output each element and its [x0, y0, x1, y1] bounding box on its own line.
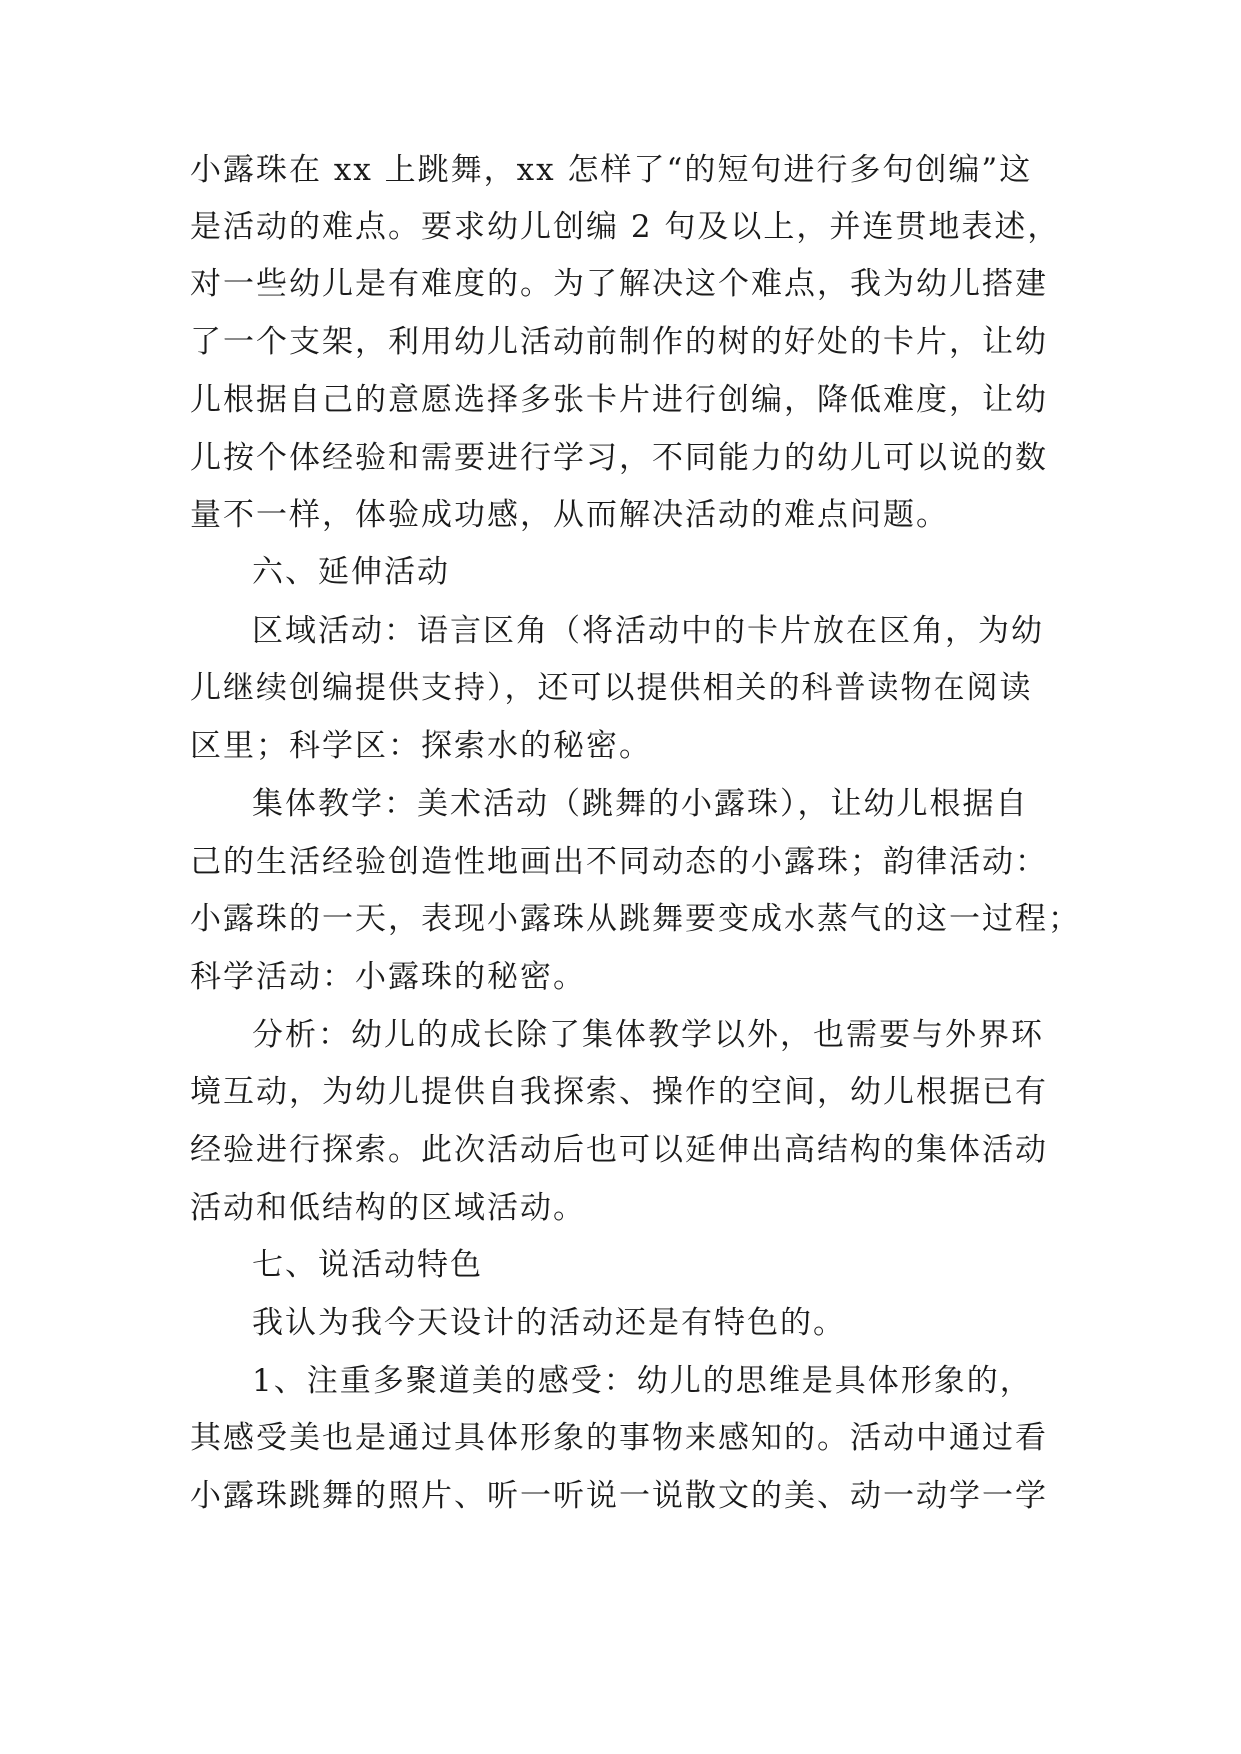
text-line: 小露珠的一天，表现小露珠从跳舞要变成水蒸气的这一过程； [190, 901, 1081, 937]
text-line: 对一些幼儿是有难度的。为了解决这个难点，我为幼儿搭建 [190, 266, 1048, 302]
text-line: 区里；科学区：探索水的秘密。 [190, 728, 652, 764]
text-line: 分析：幼儿的成长除了集体教学以外，也需要与外界环 [252, 1017, 1044, 1053]
text-line: 是活动的难点。要求幼儿创编 2 句及以上，并连贯地表述， [190, 209, 1061, 245]
text-line: 科学活动：小露珠的秘密。 [190, 959, 586, 995]
text-line: 活动和低结构的区域活动。 [190, 1190, 586, 1226]
text-line: 小露珠在 xx 上跳舞，xx 怎样了“的短句进行多句创编”这 [190, 152, 1033, 188]
text-line: 儿继续创编提供支持），还可以提供相关的科普读物在阅读 [190, 670, 1033, 706]
text-line: 经验进行探索。此次活动后也可以延伸出高结构的集体活动 [190, 1132, 1048, 1168]
section-heading: 七、说活动特色 [252, 1247, 483, 1283]
text-line: 集体教学：美术活动（跳舞的小露珠），让幼儿根据自 [252, 786, 1029, 822]
text-line: 其感受美也是通过具体形象的事物来感知的。活动中通过看 [190, 1420, 1048, 1456]
text-line: 量不一样，体验成功感，从而解决活动的难点问题。 [190, 497, 949, 533]
text-line: 区域活动：语言区角（将活动中的卡片放在区角，为幼 [252, 613, 1044, 649]
text-line: 儿按个体经验和需要进行学习，不同能力的幼儿可以说的数 [190, 440, 1048, 476]
text-line: 我认为我今天设计的活动还是有特色的。 [252, 1305, 846, 1341]
text-line: 儿根据自己的意愿选择多张卡片进行创编，降低难度，让幼 [190, 382, 1048, 418]
text-line: 己的生活经验创造性地画出不同动态的小露珠；韵律活动： [190, 844, 1048, 880]
text-line: 小露珠跳舞的照片、听一听说一说散文的美、动一动学一学 [190, 1478, 1048, 1514]
text-line: 1、注重多聚道美的感受：幼儿的思维是具体形象的， [252, 1363, 1033, 1399]
text-line: 境互动，为幼儿提供自我探索、操作的空间，幼儿根据已有 [190, 1074, 1048, 1110]
section-heading: 六、延伸活动 [252, 554, 450, 590]
text-line: 了一个支架，利用幼儿活动前制作的树的好处的卡片，让幼 [190, 324, 1048, 360]
